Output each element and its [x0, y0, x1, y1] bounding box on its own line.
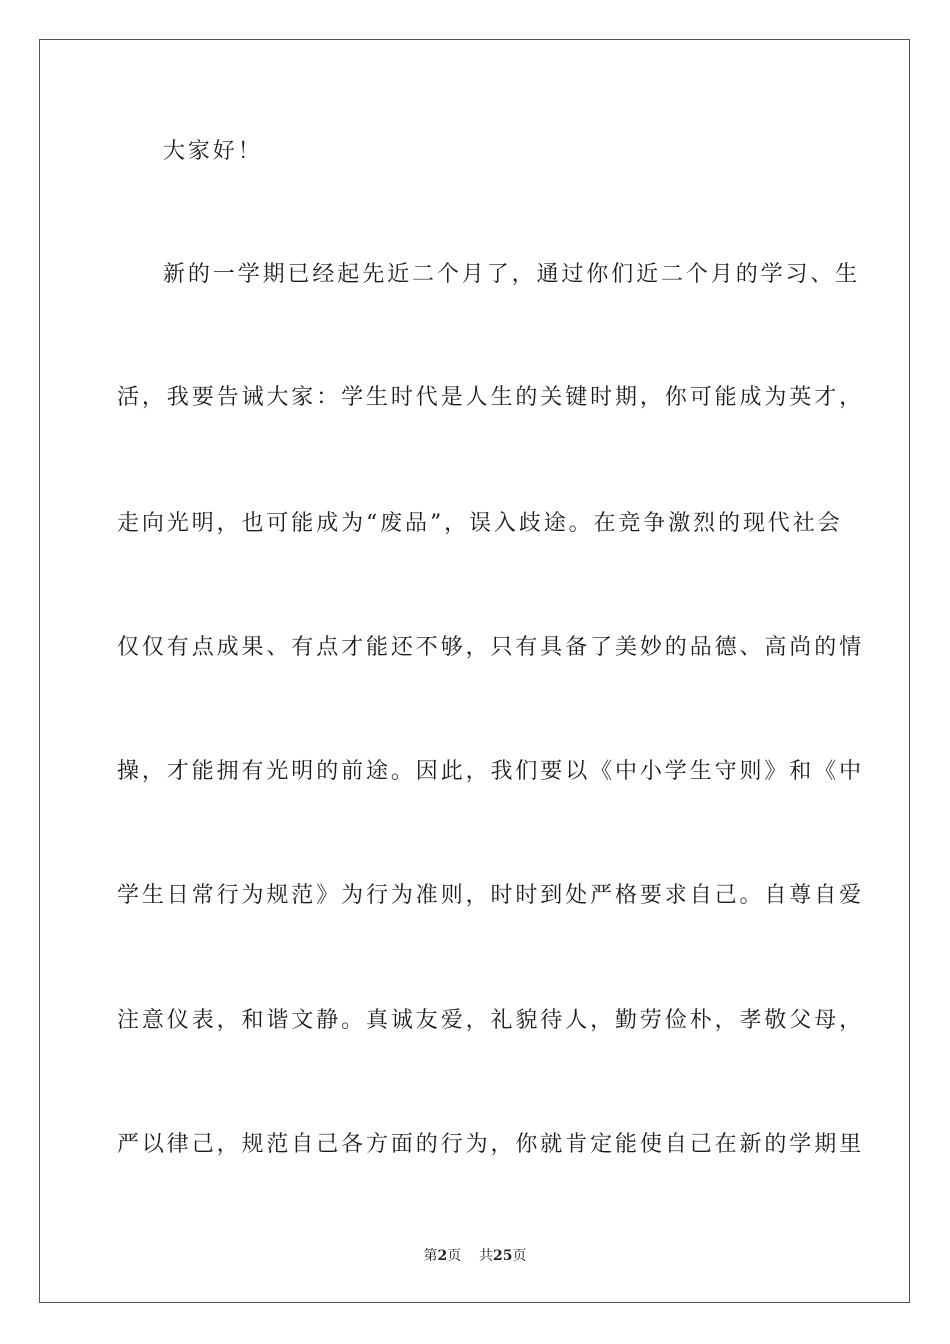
- page-suffix: 页: [447, 1248, 462, 1264]
- total-suffix: 页: [512, 1248, 527, 1264]
- total-pages: 25: [493, 1248, 513, 1264]
- page-footer: [0, 1247, 950, 1265]
- page-prefix: 第: [423, 1248, 438, 1264]
- page-border: [39, 39, 910, 1303]
- body-line-7: 注意仪表，和谐文静。真诚友爱，礼貌待人，勤劳俭朴，孝敬父母，: [117, 1008, 865, 1033]
- body-line-8: 严以律己，规范自己各方面的行为，你就肯定能使自己在新的学期里: [117, 1132, 865, 1157]
- body-line-4: 仅仅有点成果、有点才能还不够，只有具备了美妙的品德、高尚的情: [117, 635, 865, 660]
- body-line-6: 学生日常行为规范》为行为准则，时时到处严格要求自己。自尊自爱: [117, 883, 865, 908]
- body-line-5: 操，才能拥有光明的前途。因此，我们要以《中小学生守则》和《中: [117, 759, 865, 784]
- greeting-line: 大家好！: [163, 139, 263, 164]
- page-number: 2: [437, 1248, 448, 1264]
- body-line-2: 活，我要告诫大家：学生时代是人生的关键时期，你可能成为英才，: [117, 385, 865, 410]
- total-prefix: 共: [479, 1248, 494, 1264]
- body-line-3: 走向光明，也可能成为“废品”，误入歧途。在竞争激烈的现代社会: [117, 511, 843, 536]
- body-line-1: 新的一学期已经起先近二个月了，通过你们近二个月的学习、生: [163, 262, 861, 287]
